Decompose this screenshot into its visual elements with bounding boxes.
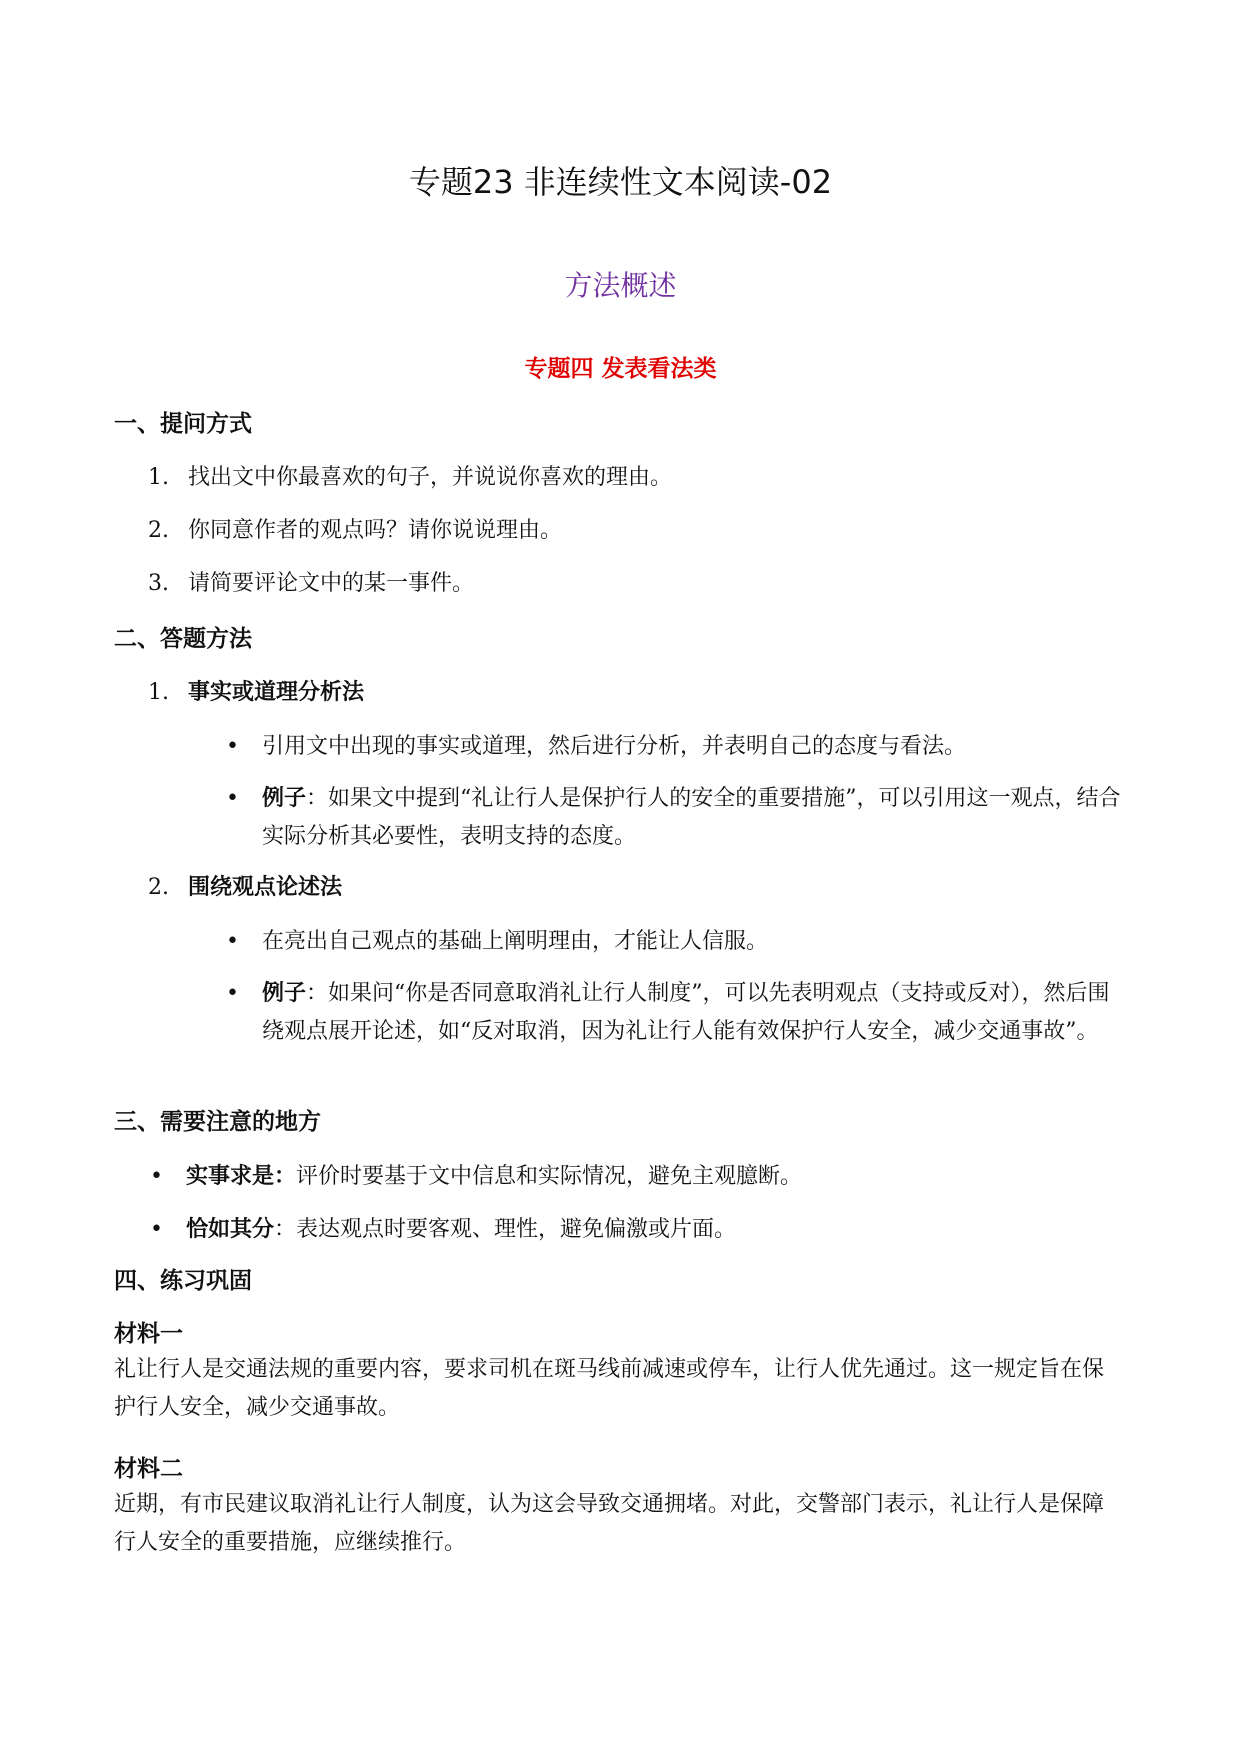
question-item bbox=[148, 462, 672, 494]
item-text: 找出文中你最喜欢的句子，并说说你喜欢的理由。 bbox=[188, 465, 673, 490]
section-heading-practice: 四、练习巩固 bbox=[114, 1268, 252, 1294]
example-label: 例子 bbox=[262, 981, 307, 1006]
bullet-dot: • bbox=[226, 929, 239, 954]
bullet-text: ：表达观点时要客观、理性，避免偏激或片面。 bbox=[274, 1217, 737, 1242]
question-item bbox=[148, 515, 562, 547]
bullet-dot: • bbox=[226, 786, 239, 811]
item-text: 你同意作者的观点吗？请你说说理由。 bbox=[188, 518, 563, 543]
question-item bbox=[148, 568, 474, 600]
bullet-item bbox=[226, 923, 1122, 961]
item-text: 请简要评论文中的某一事件。 bbox=[188, 571, 475, 596]
item-number: 1. bbox=[148, 680, 169, 705]
section-heading-questions: 一、提问方式 bbox=[114, 411, 252, 437]
material-text: 近期，有市民建议取消礼让行人制度，认为这会导致交通拥堵。对此，交警部门表示，礼让行人是保障行人安全的重要措施，应继续推行。 bbox=[114, 1492, 1105, 1555]
section-heading-methods: 二、答题方法 bbox=[114, 626, 252, 652]
note-label: 恰如其分 bbox=[186, 1217, 275, 1242]
bullet-item bbox=[150, 1158, 1126, 1196]
bullet-item bbox=[226, 975, 1122, 1051]
bullet-text: ：如果文中提到“礼让行人是保护行人的安全的重要措施”，可以引用这一观点，结合实际分析其必要性，表明支持的态度。 bbox=[262, 786, 1121, 849]
bullet-item bbox=[226, 728, 1122, 766]
example-label: 例子 bbox=[262, 786, 307, 811]
material-text: 礼让行人是交通法规的重要内容，要求司机在斑马线前减速或停车，让行人优先通过。这一规定旨在保护行人安全，减少交通事故。 bbox=[114, 1357, 1105, 1420]
method-item bbox=[148, 677, 364, 709]
method-title: 事实或道理分析法 bbox=[188, 680, 365, 705]
bullet-dot: • bbox=[150, 1217, 163, 1242]
document-title: 专题23 非连续性文本阅读-02 bbox=[408, 163, 833, 201]
bullet-item bbox=[150, 1211, 1126, 1249]
section-heading-notes: 三、需要注意的地方 bbox=[114, 1109, 321, 1135]
bullet-dot: • bbox=[226, 981, 239, 1006]
topic-heading: 专题四 发表看法类 bbox=[524, 356, 717, 382]
bullet-text: ：如果问“你是否同意取消礼让行人制度”，可以先表明观点（支持或反对），然后围绕观点展开论述，如“反对取消，因为礼让行人能有效保护行人安全，减少交通事故”。 bbox=[262, 981, 1110, 1044]
material-label: 材料一 bbox=[114, 1321, 183, 1347]
item-number: 1. bbox=[148, 465, 169, 490]
bullet-dot: • bbox=[226, 734, 239, 759]
item-number: 2. bbox=[148, 518, 169, 543]
bullet-dot: • bbox=[150, 1164, 163, 1189]
method-item bbox=[148, 872, 342, 904]
section-subtitle: 方法概述 bbox=[564, 269, 677, 302]
bullet-item bbox=[226, 780, 1122, 856]
note-label: 实事求是： bbox=[186, 1164, 297, 1189]
bullet-text: 在亮出自己观点的基础上阐明理由，才能让人信服。 bbox=[262, 929, 769, 954]
material-label: 材料二 bbox=[114, 1456, 183, 1482]
bullet-text: 评价时要基于文中信息和实际情况，避免主观臆断。 bbox=[296, 1164, 803, 1189]
item-number: 2. bbox=[148, 875, 169, 900]
bullet-text: 引用文中出现的事实或道理，然后进行分析，并表明自己的态度与看法。 bbox=[262, 734, 967, 759]
method-title: 围绕观点论述法 bbox=[188, 875, 343, 900]
item-number: 3. bbox=[148, 571, 169, 596]
